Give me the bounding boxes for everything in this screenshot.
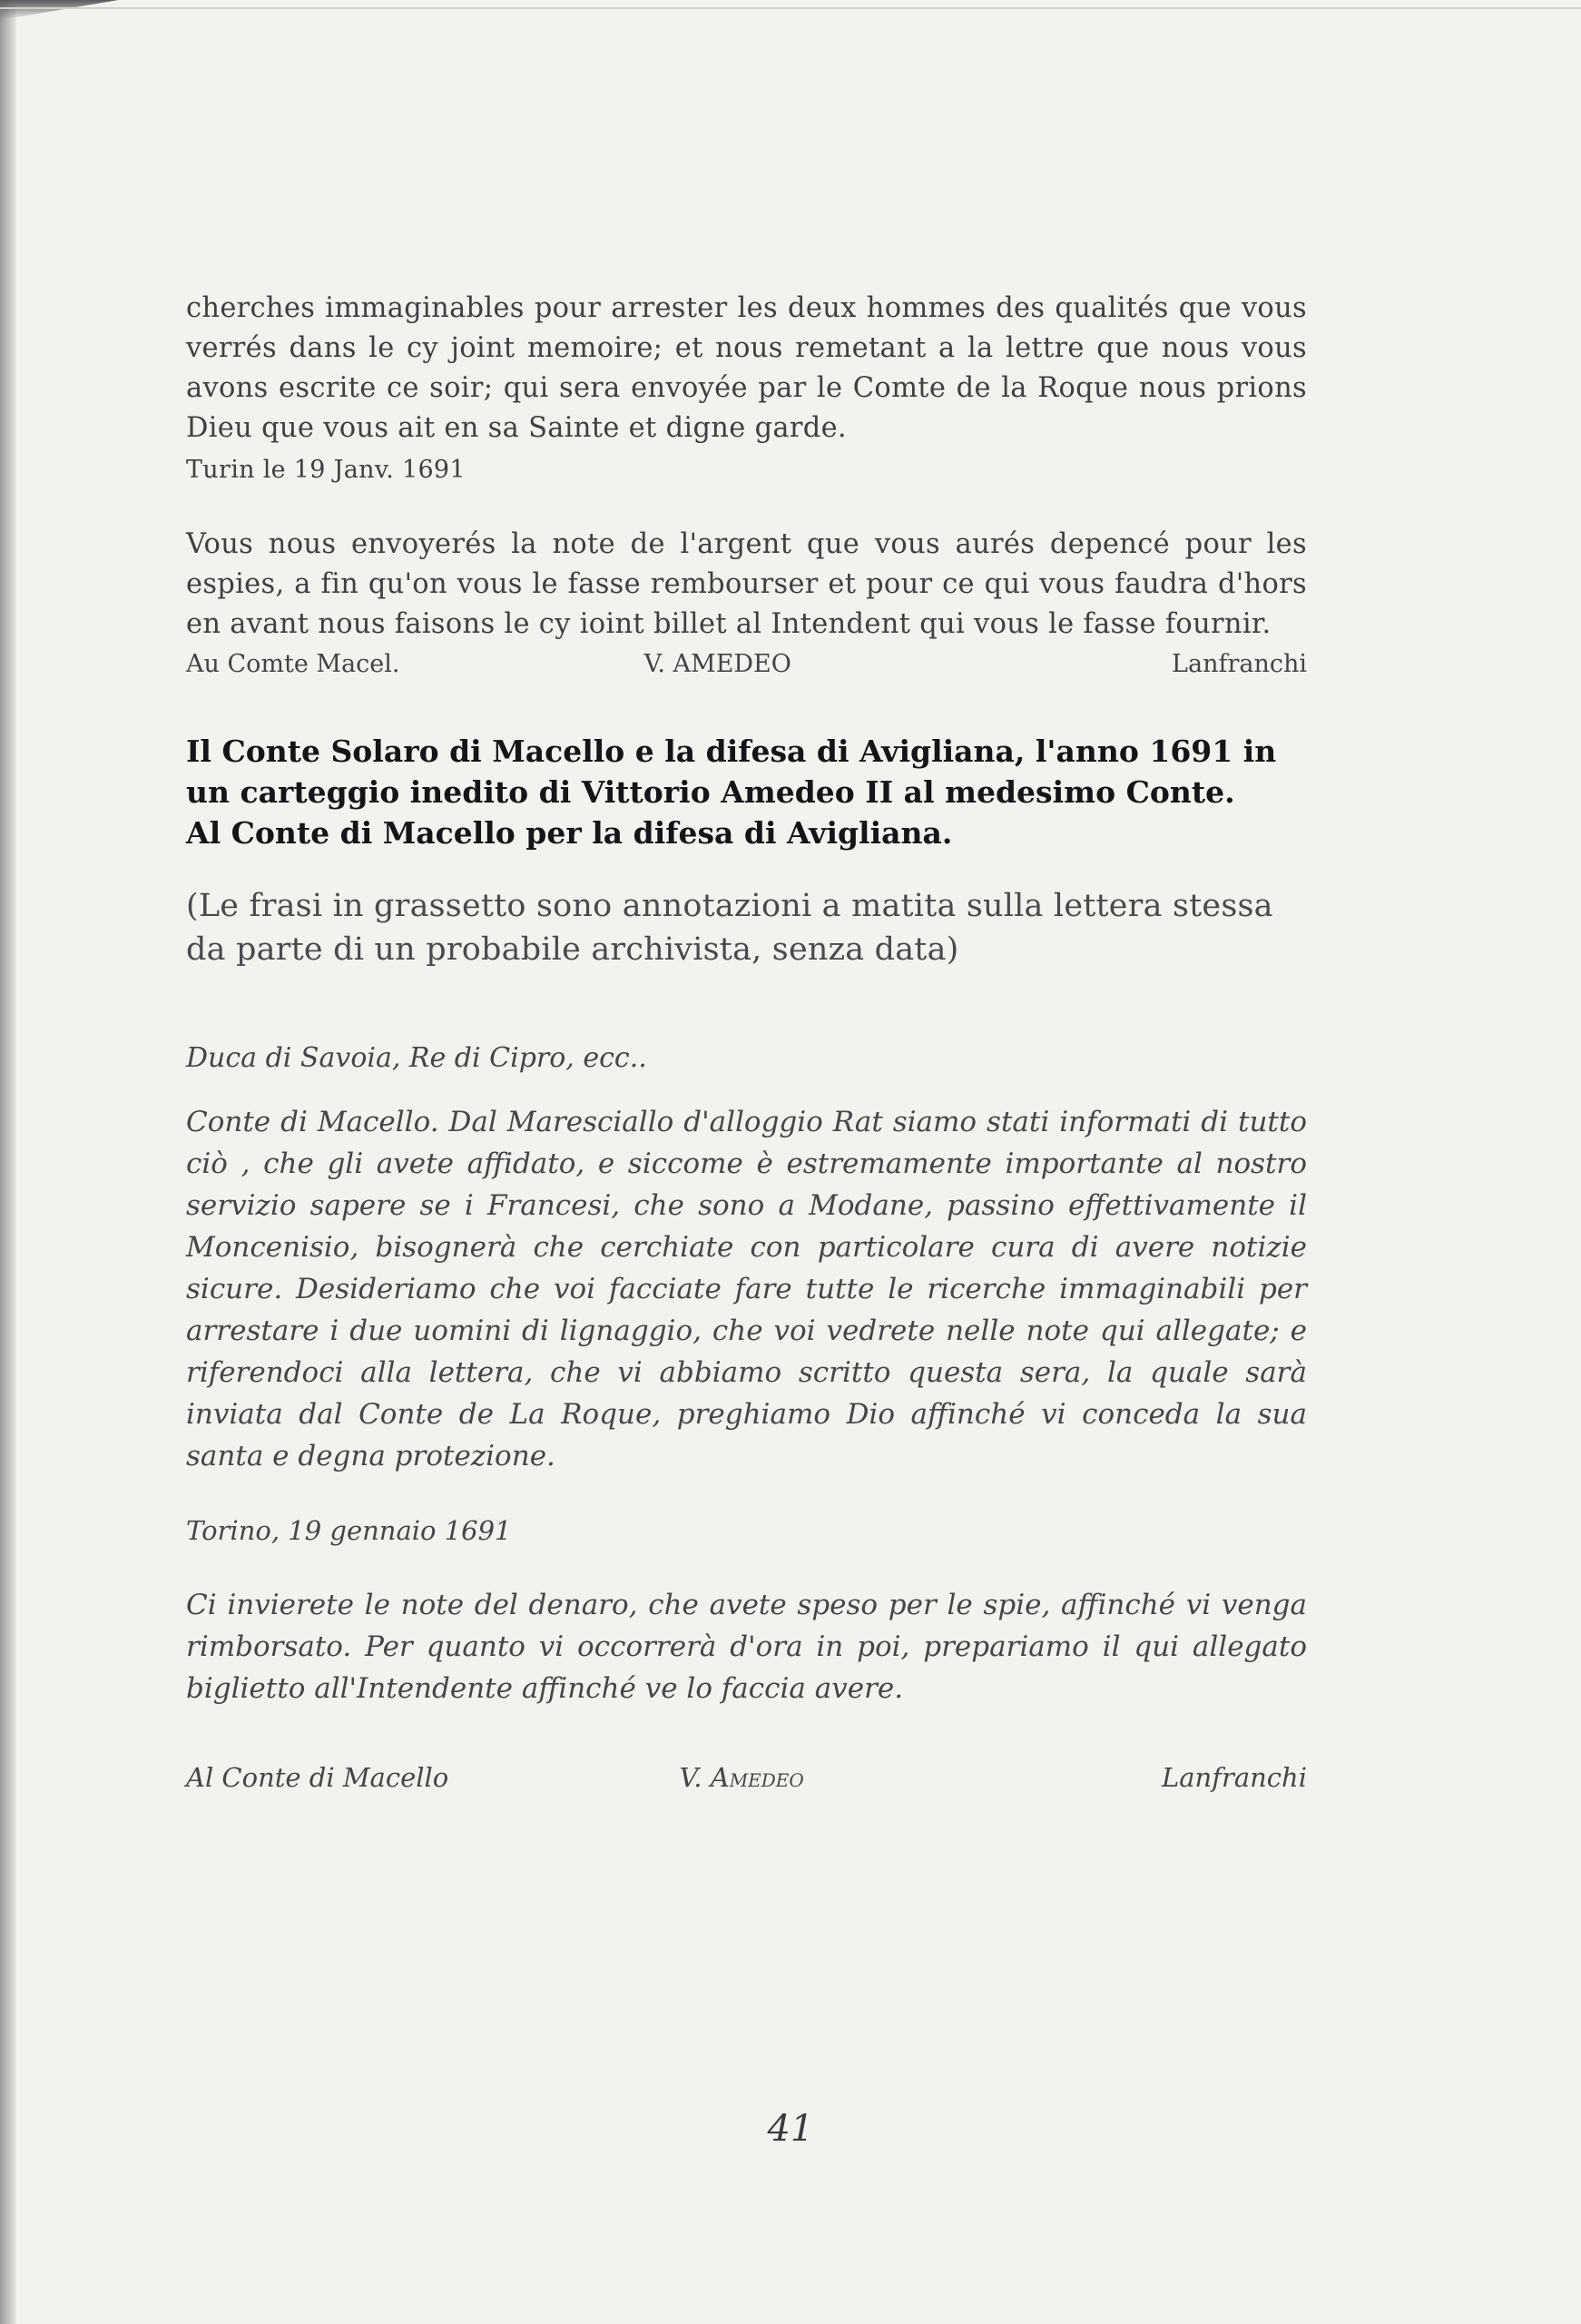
italian-paragraph-1: Conte di Macello. Dal Maresciallo d'alloggio Rat siamo stati informati di tutto ciò , che gli avete affidato, e siccome è estremamente importante al nostro servizio sapere se i Francesi, che sono a Modane, passino effettivamente il Moncenisio, bisognerà che cerchiate con particolare cura di avere notizie sicure. Desideriamo che voi facciate fare tutte le ricerche immaginabili per arrestare i due uomini di lignaggio, che voi vedrete nelle note qui allegate; e riferendoci alla lettera, che vi abbiamo scritto questa sera, la quale sarà inviata dal Conte de La Roque, preghiamo Dio affinché vi conceda la sua santa e degna protezione.	[186, 1106, 1307, 1472]
french-secretary: Lanfranchi	[1172, 650, 1307, 678]
page-top-edge	[0, 7, 1581, 9]
page-content	[186, 289, 1307, 1793]
heading-line-2: Al Conte di Macello per la difesa di Avigliana.	[186, 815, 953, 851]
french-signatures	[186, 650, 1307, 678]
page-number: 41	[767, 2108, 814, 2150]
italian-title: Duca di Savoia, Re di Cipro, ecc..	[186, 1042, 647, 1074]
french-letter	[186, 289, 1307, 678]
french-sender: V. AMEDEO	[643, 650, 791, 678]
italian-letter	[186, 1042, 1307, 1793]
french-addressee: Au Comte Macel.	[186, 650, 400, 678]
french-date: Turin le 19 Janv. 1691	[186, 456, 466, 484]
archivist-note: (Le frasi in grassetto sono annotazioni a matita sulla lettera stessa da parte di un probabile archivista, senza data)	[186, 888, 1273, 968]
italian-signatures	[186, 1762, 1307, 1793]
page-corner-shadow	[0, 0, 118, 20]
italian-paragraph-2: Ci invierete le note del denaro, che avete speso per le spie, affinché vi venga rimborsato. Per quanto vi occorrerà d'ora in poi, prepariamo il qui allegato biglietto all'Intendente affinché ve lo faccia avere.	[186, 1589, 1307, 1705]
page-left-shadow	[0, 0, 16, 2324]
french-paragraph-1: cherches immaginables pour arrester les deux hommes des qualités que vous verrés dans le cy joint memoire; et nous remetant a la lettre que nous vous avons escrite ce soir; qui sera envoyée par le Comte de la Roque nous prions Dieu que vous ait en sa Sainte et digne garde.	[186, 292, 1307, 444]
italian-secretary: Lanfranchi	[1162, 1762, 1307, 1793]
italian-date: Torino, 19 gennaio 1691	[186, 1515, 512, 1546]
heading-line-1: Il Conte Solaro di Macello e la difesa di Avigliana, l'anno 1691 in un carteggio inedito di Vittorio Amedeo II al medesimo Conte.	[186, 734, 1277, 810]
section-heading	[186, 731, 1307, 853]
french-paragraph-2: Vous nous envoyerés la note de l'argent que vous aurés depencé pour les espies, a fin qu'on vous le fasse rembourser et pour ce qui vous faudra d'hors en avant nous faisons le cy ioint billet al Intendent qui vous le fasse fournir.	[186, 528, 1307, 640]
italian-sender: V. Amedeo	[679, 1762, 804, 1793]
italian-addressee: Al Conte di Macello	[186, 1762, 449, 1793]
